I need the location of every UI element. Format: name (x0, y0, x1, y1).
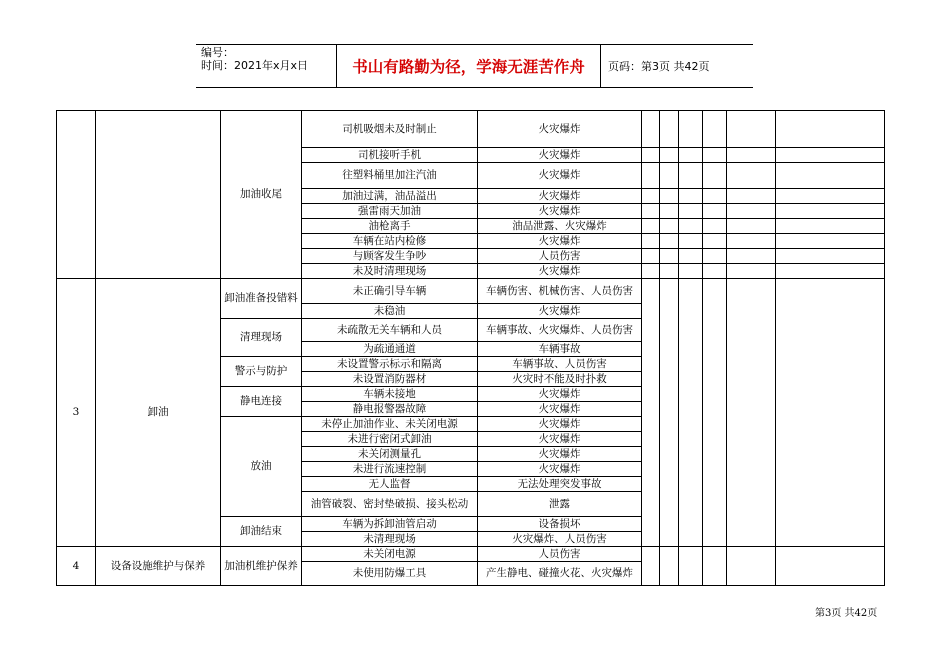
consequence-cell: 火灾爆炸 (478, 462, 642, 477)
empty-cell (703, 148, 727, 163)
hazard-cell: 未进行流速控制 (302, 462, 478, 477)
hazard-cell: 未正确引导车辆 (302, 279, 478, 304)
sub-step-cell: 卸油结束 (221, 517, 302, 547)
empty-cell (776, 264, 885, 279)
empty-cell (727, 279, 776, 547)
header-motto: 书山有路勤为径，学海无涯苦作舟 (352, 58, 585, 76)
empty-cell (727, 148, 776, 163)
consequence-cell: 火灾爆炸、人员伤害 (478, 532, 642, 547)
hazard-cell: 车辆为拆卸油管启动 (302, 517, 478, 532)
consequence-cell: 人员伤害 (478, 547, 642, 562)
empty-cell (679, 234, 703, 249)
empty-cell (660, 279, 679, 547)
empty-cell (660, 219, 679, 234)
hazard-cell: 未进行密闭式卸油 (302, 432, 478, 447)
empty-cell (727, 219, 776, 234)
empty-cell (703, 547, 727, 586)
empty-cell (703, 163, 727, 189)
hazard-cell: 司机吸烟未及时制止 (302, 111, 478, 148)
hazard-cell: 无人监督 (302, 477, 478, 492)
empty-cell (776, 163, 885, 189)
table-row (57, 111, 885, 148)
sub-step-cell: 加油收尾 (221, 111, 302, 279)
consequence-cell: 火灾爆炸 (478, 111, 642, 148)
empty-cell (703, 234, 727, 249)
empty-cell (776, 204, 885, 219)
sub-step-cell: 清理现场 (221, 319, 302, 357)
empty-cell (727, 111, 776, 148)
consequence-cell: 车辆事故、人员伤害 (478, 357, 642, 372)
consequence-cell: 火灾爆炸 (478, 163, 642, 189)
empty-cell (679, 163, 703, 189)
empty-cell (660, 111, 679, 148)
consequence-cell: 车辆事故、火灾爆炸、人员伤害 (478, 319, 642, 342)
empty-cell (642, 163, 660, 189)
empty-cell (679, 547, 703, 586)
consequence-cell: 火灾爆炸 (478, 387, 642, 402)
empty-cell (776, 279, 885, 547)
consequence-cell: 火灾爆炸 (478, 204, 642, 219)
empty-cell (660, 189, 679, 204)
hazard-cell: 静电报警器故障 (302, 402, 478, 417)
hazard-cell: 未稳油 (302, 304, 478, 319)
sub-step-cell: 加油机维护保养 (221, 547, 302, 586)
sub-step-cell: 放油 (221, 417, 302, 517)
hazard-cell: 未关闭测量孔 (302, 447, 478, 462)
empty-cell (642, 148, 660, 163)
item-name-cell: 设备设施维护与保养 (96, 547, 221, 586)
empty-cell (727, 249, 776, 264)
consequence-cell: 火灾时不能及时扑救 (478, 372, 642, 387)
empty-cell (679, 148, 703, 163)
consequence-cell: 车辆伤害、机械伤害、人员伤害 (478, 279, 642, 304)
hazard-cell: 加油过满，油品溢出 (302, 189, 478, 204)
hazard-cell: 未停止加油作业、未关闭电源 (302, 417, 478, 432)
consequence-cell: 火灾爆炸 (478, 417, 642, 432)
empty-cell (776, 547, 885, 586)
empty-cell (679, 279, 703, 547)
empty-cell (776, 148, 885, 163)
consequence-cell: 火灾爆炸 (478, 189, 642, 204)
empty-cell (642, 111, 660, 148)
item-name-cell (96, 111, 221, 279)
hazard-cell: 未及时清理现场 (302, 264, 478, 279)
hazard-cell: 车辆未接地 (302, 387, 478, 402)
header-divider (600, 45, 601, 87)
empty-cell (703, 264, 727, 279)
page-footer: 第3页 共42页 (815, 608, 878, 619)
empty-cell (660, 148, 679, 163)
table-row (57, 547, 885, 562)
hazard-cell: 为疏通通道 (302, 342, 478, 357)
empty-cell (642, 219, 660, 234)
hazard-table (56, 110, 885, 586)
consequence-cell: 产生静电、碰撞火花、火灾爆炸 (478, 562, 642, 586)
consequence-cell: 火灾爆炸 (478, 402, 642, 417)
hazard-cell: 未设置警示标示和隔离 (302, 357, 478, 372)
consequence-cell: 设备损坏 (478, 517, 642, 532)
empty-cell (642, 204, 660, 219)
empty-cell (660, 547, 679, 586)
empty-cell (660, 204, 679, 219)
empty-cell (660, 249, 679, 264)
consequence-cell: 火灾爆炸 (478, 264, 642, 279)
time-label: 时间：2021年x月x日 (201, 59, 309, 72)
hazard-cell: 强雷雨天加油 (302, 204, 478, 219)
empty-cell (679, 111, 703, 148)
consequence-cell: 火灾爆炸 (478, 148, 642, 163)
empty-cell (703, 189, 727, 204)
empty-cell (679, 264, 703, 279)
hazard-cell: 油枪离手 (302, 219, 478, 234)
hazard-cell: 未使用防爆工具 (302, 562, 478, 586)
empty-cell (642, 264, 660, 279)
hazard-cell: 未疏散无关车辆和人员 (302, 319, 478, 342)
empty-cell (642, 249, 660, 264)
item-number-cell (57, 111, 96, 279)
page-header (196, 44, 753, 88)
empty-cell (776, 189, 885, 204)
empty-cell (642, 189, 660, 204)
empty-cell (776, 219, 885, 234)
consequence-cell: 火灾爆炸 (478, 447, 642, 462)
empty-cell (727, 547, 776, 586)
hazard-cell: 未设置消防器材 (302, 372, 478, 387)
item-number-cell: 4 (57, 547, 96, 586)
empty-cell (660, 163, 679, 189)
consequence-cell: 无法处理突发事故 (478, 477, 642, 492)
item-name-cell: 卸油 (96, 279, 221, 547)
empty-cell (776, 111, 885, 148)
hazard-cell: 未关闭电源 (302, 547, 478, 562)
consequence-cell: 人员伤害 (478, 249, 642, 264)
empty-cell (660, 234, 679, 249)
hazard-cell: 油管破裂、密封垫破损、接头松动 (302, 492, 478, 517)
empty-cell (642, 234, 660, 249)
hazard-cell: 车辆在站内检修 (302, 234, 478, 249)
empty-cell (679, 219, 703, 234)
sub-step-cell: 静电连接 (221, 387, 302, 417)
empty-cell (727, 234, 776, 249)
empty-cell (642, 547, 660, 586)
number-label: 编号： (201, 46, 234, 59)
empty-cell (776, 234, 885, 249)
empty-cell (776, 249, 885, 264)
consequence-cell: 火灾爆炸 (478, 234, 642, 249)
hazard-cell: 未清理现场 (302, 532, 478, 547)
empty-cell (703, 219, 727, 234)
sub-step-cell: 卸油准备投错料 (221, 279, 302, 319)
header-meta (201, 46, 335, 72)
sub-step-cell: 警示与防护 (221, 357, 302, 387)
empty-cell (703, 279, 727, 547)
empty-cell (727, 264, 776, 279)
header-page-label: 页码：第3页 共42页 (608, 60, 710, 73)
empty-cell (642, 279, 660, 547)
hazard-cell: 与顾客发生争吵 (302, 249, 478, 264)
empty-cell (660, 264, 679, 279)
empty-cell (727, 189, 776, 204)
empty-cell (727, 204, 776, 219)
empty-cell (703, 249, 727, 264)
empty-cell (703, 111, 727, 148)
hazard-cell: 司机接听手机 (302, 148, 478, 163)
table-row (57, 279, 885, 304)
empty-cell (727, 163, 776, 189)
consequence-cell: 火灾爆炸 (478, 432, 642, 447)
consequence-cell: 泄露 (478, 492, 642, 517)
empty-cell (703, 204, 727, 219)
consequence-cell: 油品泄露、火灾爆炸 (478, 219, 642, 234)
empty-cell (679, 189, 703, 204)
empty-cell (679, 249, 703, 264)
hazard-cell: 往塑料桶里加注汽油 (302, 163, 478, 189)
empty-cell (679, 204, 703, 219)
consequence-cell: 车辆事故 (478, 342, 642, 357)
item-number-cell: 3 (57, 279, 96, 547)
consequence-cell: 火灾爆炸 (478, 304, 642, 319)
